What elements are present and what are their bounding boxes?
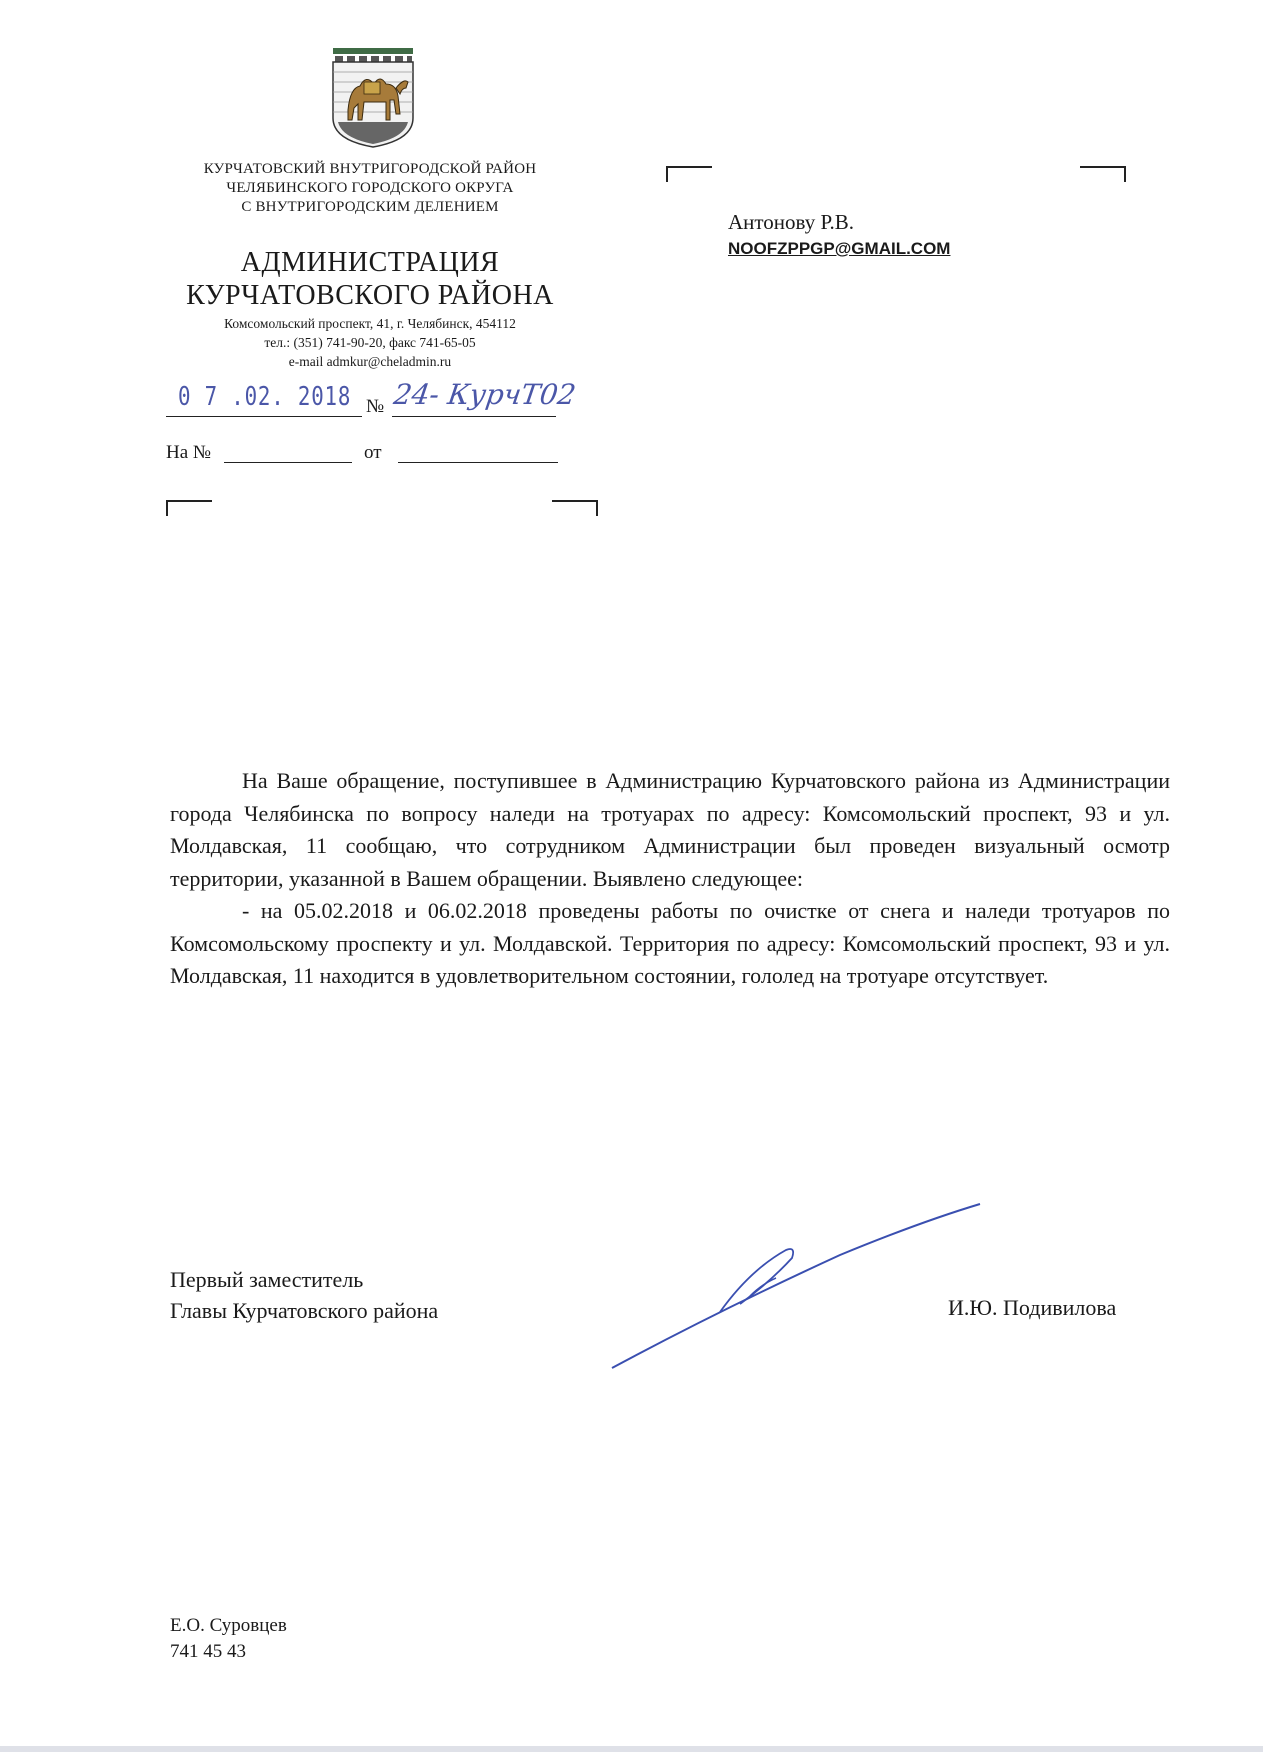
executor-name: Е.О. Суровцев xyxy=(170,1615,287,1636)
reference-number-blank xyxy=(224,448,352,463)
body-paragraph-2: - на 05.02.2018 и 06.02.2018 проведены работы по очистке от снега и наледи тротуаров по Комсомольскому проспекту и ул. Молдавской. Территория по адресу: Комсомольский проспект, 93 и ул. Молдавская, 11 находится в удовлетворительном состоянии, гололед на тротуаре отсутствует. xyxy=(170,898,1170,988)
administration-title-line2: КУРЧАТОВСКОГО РАЙОНА xyxy=(186,280,554,311)
executor-block xyxy=(170,1613,287,1665)
handwritten-signature-icon xyxy=(600,1200,1000,1380)
agency-name-line2: ЧЕЛЯБИНСКОГО ГОРОДСКОГО ОКРУГА xyxy=(226,180,514,196)
recipient-email: NOOFZPPGP@GMAIL.COM xyxy=(728,239,951,258)
executor-phone: 741 45 43 xyxy=(170,1641,246,1662)
recipient-name: Антонову Р.В. xyxy=(728,210,855,234)
reference-date-label: от xyxy=(364,442,382,463)
number-label: № xyxy=(366,396,385,417)
agency-name-line1: КУРЧАТОВСКИЙ ВНУТРИГОРОДСКОЙ РАЙОН xyxy=(203,161,537,177)
address-line: Комсомольский проспект, 41, г. Челябинск, 454112 xyxy=(224,316,516,331)
corner-mark-left-top-left xyxy=(166,500,212,516)
signatory-position-line1: Первый заместитель xyxy=(170,1267,364,1292)
email-line: e-mail admkur@cheladmin.ru xyxy=(288,354,452,369)
registration-date: 0 7 .02. 2018 xyxy=(178,382,352,412)
corner-mark-left-top-right xyxy=(552,500,598,516)
coat-of-arms-icon xyxy=(330,48,416,148)
signatory-name: И.Ю. Подивилова xyxy=(948,1295,1117,1320)
agency-name-line3: С ВНУТРИГОРОДСКИМ ДЕЛЕНИЕМ xyxy=(241,199,499,215)
signatory-position xyxy=(170,1264,438,1326)
registration-number: 24- КурчТ02 xyxy=(391,378,578,411)
phone-line: тел.: (351) 741-90-20, факс 741-65-05 xyxy=(264,335,476,350)
signatory-position-line2: Главы Курчатовского района xyxy=(170,1298,439,1323)
body-paragraph-1: На Ваше обращение, поступившее в Администрацию Курчатовского района из Администрации города Челябинска по вопросу наледи на тротуарах по адресу: Комсомольский проспект, 93 и ул. Молдавская, 11 сообщаю, что сотрудником Администрации был проведен визуальный осмотр территории, указанной в Вашем обращении. Выявлено следующее: xyxy=(170,768,1170,891)
corner-mark-right-top-left xyxy=(666,166,712,182)
reference-number-label: На № xyxy=(166,442,212,463)
scan-edge xyxy=(0,1746,1263,1752)
letter-body xyxy=(170,765,1170,993)
reference-date-blank xyxy=(398,448,558,463)
administration-title-line1: АДМИНИСТРАЦИЯ xyxy=(240,247,500,278)
corner-mark-right-top-right xyxy=(1080,166,1126,182)
